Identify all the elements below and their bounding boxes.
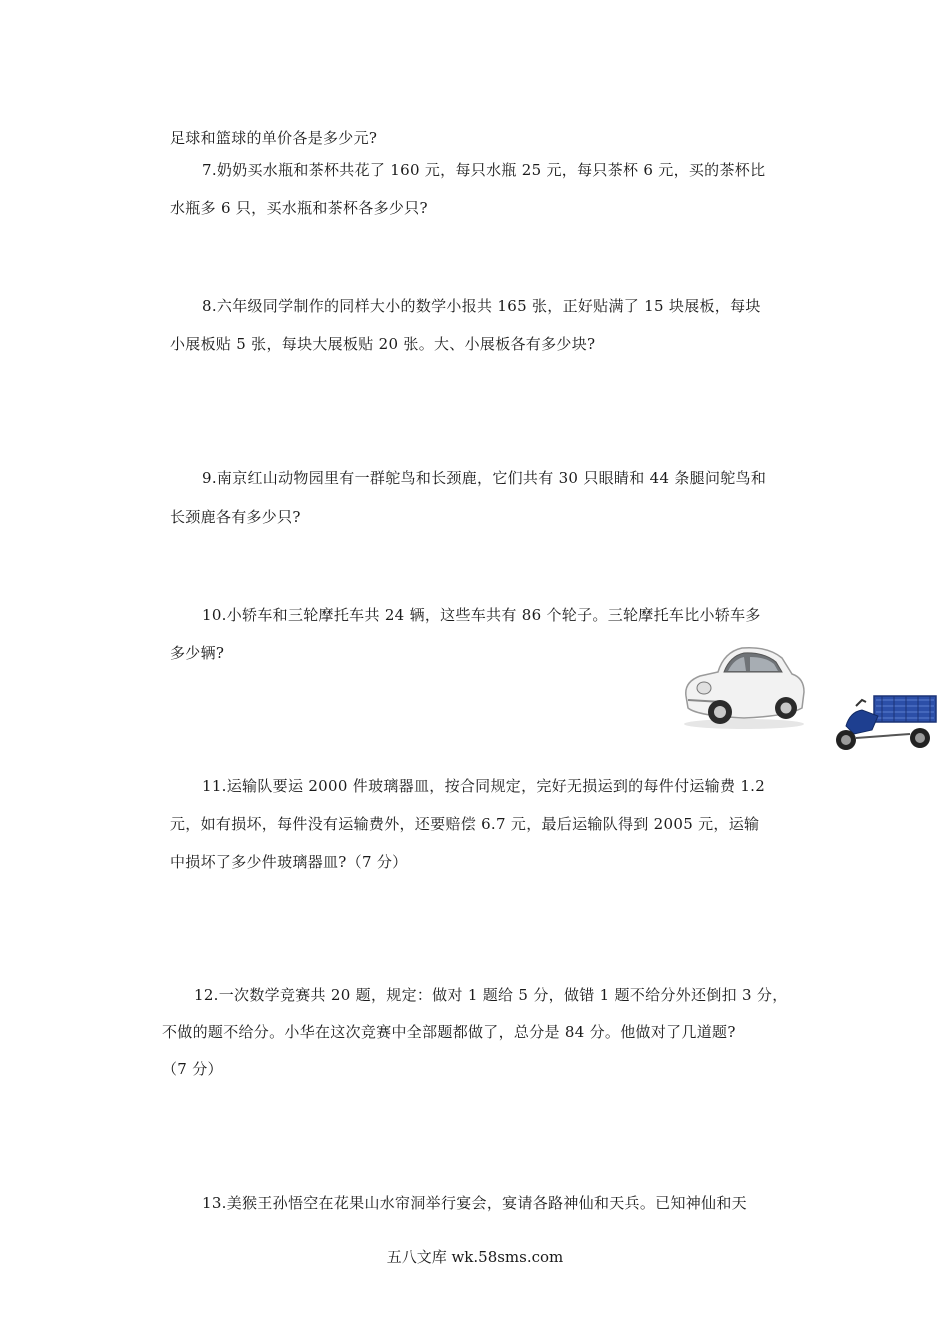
text-line: 13.美猴王孙悟空在花果山水帘洞举行宴会，宴请各路神仙和天兵。已知神仙和天 xyxy=(202,1194,747,1212)
text-line: 小展板贴 5 张，每块大展板贴 20 张。大、小展板各有多少块? xyxy=(170,335,596,353)
text-line: 7.奶奶买水瓶和茶杯共花了 160 元，每只水瓶 25 元，每只茶杯 6 元，买的茶杯比 xyxy=(202,161,766,179)
text-line: 10.小轿车和三轮摩托车共 24 辆，这些车共有 86 个轮子。三轮摩托车比小轿车多 xyxy=(202,606,761,624)
text-line: 12.一次数学竞赛共 20 题，规定：做对 1 题给 5 分，做错 1 题不给分外还倒扣 3 分， xyxy=(194,986,788,1004)
text-line: 11.运输队要运 2000 件玻璃器皿，按合同规定，完好无损运到的每件付运输费 1.2 xyxy=(202,777,766,795)
text-line: 元，如有损坏，每件没有运输费外，还要赔偿 6.7 元，最后运输队得到 2005 元，运输 xyxy=(170,815,760,833)
text-line: 9.南京红山动物园里有一群鸵鸟和长颈鹿，它们共有 30 只眼睛和 44 条腿问鸵鸟和 xyxy=(202,469,767,487)
text-line: 多少辆? xyxy=(170,644,225,662)
motor-tricycle-image xyxy=(832,686,940,754)
text-line: （7 分） xyxy=(162,1060,223,1078)
text-line: 水瓶多 6 只，买水瓶和茶杯各多少只? xyxy=(170,199,428,217)
footer-watermark: 五八文库 wk.58sms.com xyxy=(386,1248,564,1266)
text-line: 8.六年级同学制作的同样大小的数学小报共 165 张，正好贴满了 15 块展板，每块 xyxy=(202,297,761,315)
text-line: 足球和篮球的单价各是多少元? xyxy=(170,129,378,147)
text-line: 中损坏了多少件玻璃器皿?（7 分） xyxy=(170,853,408,871)
car-image xyxy=(678,638,810,730)
text-line: 长颈鹿各有多少只? xyxy=(170,508,301,526)
text-line: 不做的题不给分。小华在这次竞赛中全部题都做了，总分是 84 分。他做对了几道题? xyxy=(162,1023,736,1041)
